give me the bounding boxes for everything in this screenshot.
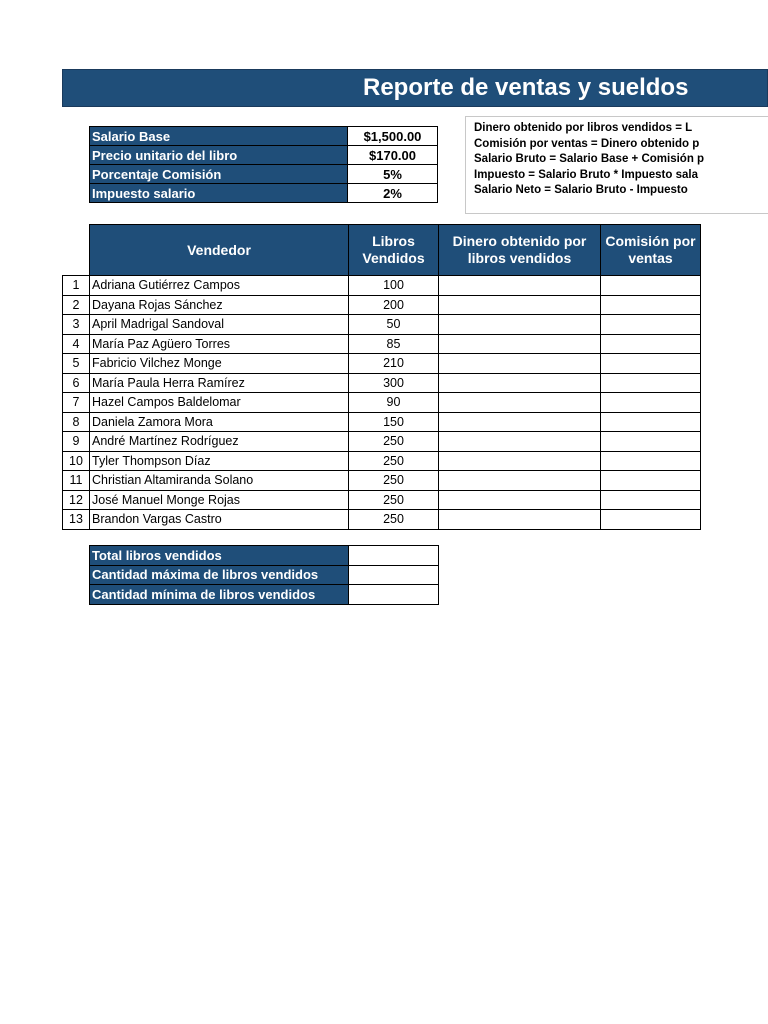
comision-cell[interactable] [601, 276, 701, 296]
vendedor-cell[interactable]: María Paz Agüero Torres [90, 334, 349, 354]
parameters-table [89, 126, 438, 203]
libros-vendidos-cell[interactable]: 100 [349, 276, 439, 296]
comision-cell[interactable] [601, 432, 701, 452]
table-row [63, 432, 701, 452]
vendedor-cell[interactable]: April Madrigal Sandoval [90, 315, 349, 335]
vendedor-cell[interactable]: Daniela Zamora Mora [90, 412, 349, 432]
parameter-row [90, 146, 438, 165]
parameter-value-cell[interactable]: 2% [348, 184, 438, 203]
vendedor-cell[interactable]: Brandon Vargas Castro [90, 510, 349, 530]
row-number-cell[interactable]: 6 [63, 373, 90, 393]
parameter-row [90, 184, 438, 203]
table-row [63, 295, 701, 315]
dinero-obtenido-cell[interactable] [439, 412, 601, 432]
table-row [63, 373, 701, 393]
libros-vendidos-cell[interactable]: 50 [349, 315, 439, 335]
formula-note-line: Comisión por ventas = Dinero obtenido p [474, 137, 700, 150]
dinero-obtenido-cell[interactable] [439, 354, 601, 374]
totals-row [90, 565, 439, 585]
table-row [63, 334, 701, 354]
table-row [63, 490, 701, 510]
vendedor-cell[interactable]: Dayana Rojas Sánchez [90, 295, 349, 315]
libros-vendidos-cell[interactable]: 250 [349, 471, 439, 491]
formula-note-line: Impuesto = Salario Bruto * Impuesto sala [474, 168, 698, 181]
formula-note-line: Salario Neto = Salario Bruto - Impuesto [474, 184, 688, 196]
libros-vendidos-cell[interactable]: 250 [349, 490, 439, 510]
sales-table [62, 224, 701, 530]
totals-value-cell[interactable] [349, 565, 439, 585]
formula-note-line: Dinero obtenido por libros vendidos = L [474, 122, 693, 134]
parameter-row [90, 165, 438, 184]
dinero-obtenido-cell[interactable] [439, 276, 601, 296]
dinero-obtenido-cell[interactable] [439, 451, 601, 471]
comision-cell[interactable] [601, 295, 701, 315]
row-number-cell[interactable]: 11 [63, 471, 90, 491]
row-number-cell[interactable]: 9 [63, 432, 90, 452]
totals-row [90, 546, 439, 566]
libros-vendidos-header[interactable]: Libros Vendidos [349, 225, 439, 276]
report-title: Reporte de ventas y sueldos [363, 74, 689, 101]
comision-cell[interactable] [601, 490, 701, 510]
libros-vendidos-cell[interactable]: 300 [349, 373, 439, 393]
dinero-obtenido-cell[interactable] [439, 295, 601, 315]
vendedor-cell[interactable]: María Paula Herra Ramírez [90, 373, 349, 393]
table-row [63, 393, 701, 413]
vendedor-cell[interactable]: Adriana Gutiérrez Campos [90, 276, 349, 296]
vendedor-cell[interactable]: José Manuel Monge Rojas [90, 490, 349, 510]
totals-row [90, 585, 439, 605]
parameter-value-cell[interactable]: $170.00 [348, 146, 438, 165]
table-row [63, 315, 701, 335]
parameter-label[interactable]: Porcentaje Comisión [90, 165, 348, 184]
dinero-obtenido-cell[interactable] [439, 490, 601, 510]
formula-note-line: Salario Bruto = Salario Base + Comisión p [474, 153, 705, 165]
parameter-label[interactable]: Precio unitario del libro [90, 146, 348, 165]
comision-cell[interactable] [601, 451, 701, 471]
dinero-obtenido-cell[interactable] [439, 510, 601, 530]
comision-header[interactable]: Comisión por ventas [601, 225, 701, 276]
table-row [63, 354, 701, 374]
vendedor-header[interactable]: Vendedor [90, 225, 349, 276]
dinero-obtenido-cell[interactable] [439, 373, 601, 393]
comision-cell[interactable] [601, 334, 701, 354]
libros-vendidos-cell[interactable]: 90 [349, 393, 439, 413]
vendedor-cell[interactable]: Hazel Campos Baldelomar [90, 393, 349, 413]
libros-vendidos-cell[interactable]: 150 [349, 412, 439, 432]
table-row [63, 276, 701, 296]
parameter-value-cell[interactable]: $1,500.00 [348, 127, 438, 146]
totals-label[interactable]: Total libros vendidos [90, 546, 349, 566]
row-number-cell[interactable]: 5 [63, 354, 90, 374]
totals-label[interactable]: Cantidad mínima de libros vendidos [90, 585, 349, 605]
dinero-obtenido-cell[interactable] [439, 432, 601, 452]
comision-cell[interactable] [601, 510, 701, 530]
libros-vendidos-cell[interactable]: 200 [349, 295, 439, 315]
libros-vendidos-cell[interactable]: 250 [349, 510, 439, 530]
comision-cell[interactable] [601, 354, 701, 374]
index-header-blank [63, 225, 90, 276]
comision-cell[interactable] [601, 315, 701, 335]
totals-value-cell[interactable] [349, 546, 439, 566]
comision-cell[interactable] [601, 471, 701, 491]
dinero-obtenido-cell[interactable] [439, 393, 601, 413]
totals-table [89, 545, 439, 605]
vendedor-cell[interactable]: Tyler Thompson Díaz [90, 451, 349, 471]
row-number-cell[interactable]: 2 [63, 295, 90, 315]
row-number-cell[interactable]: 8 [63, 412, 90, 432]
dinero-obtenido-cell[interactable] [439, 334, 601, 354]
totals-value-cell[interactable] [349, 585, 439, 605]
vendedor-cell[interactable]: André Martínez Rodríguez [90, 432, 349, 452]
row-number-cell[interactable]: 12 [63, 490, 90, 510]
row-number-cell[interactable]: 10 [63, 451, 90, 471]
formula-notes-box [465, 116, 768, 214]
parameter-value-cell[interactable]: 5% [348, 165, 438, 184]
totals-label[interactable]: Cantidad máxima de libros vendidos [90, 565, 349, 585]
vendedor-cell[interactable]: Fabricio Vilchez Monge [90, 354, 349, 374]
table-row [63, 510, 701, 530]
parameter-label[interactable]: Impuesto salario [90, 184, 348, 203]
dinero-obtenido-header[interactable]: Dinero obtenido por libros vendidos [439, 225, 601, 276]
table-row [63, 451, 701, 471]
row-number-cell[interactable]: 13 [63, 510, 90, 530]
table-row [63, 412, 701, 432]
dinero-obtenido-cell[interactable] [439, 471, 601, 491]
table-row [63, 471, 701, 491]
dinero-obtenido-cell[interactable] [439, 315, 601, 335]
row-number-cell[interactable]: 1 [63, 276, 90, 296]
libros-vendidos-cell[interactable]: 250 [349, 432, 439, 452]
comision-cell[interactable] [601, 373, 701, 393]
row-number-cell[interactable]: 3 [63, 315, 90, 335]
title-banner [62, 69, 768, 107]
vendedor-cell[interactable]: Christian Altamiranda Solano [90, 471, 349, 491]
comision-cell[interactable] [601, 412, 701, 432]
row-number-cell[interactable]: 7 [63, 393, 90, 413]
parameter-row [90, 127, 438, 146]
row-number-cell[interactable]: 4 [63, 334, 90, 354]
comision-cell[interactable] [601, 393, 701, 413]
libros-vendidos-cell[interactable]: 210 [349, 354, 439, 374]
libros-vendidos-cell[interactable]: 250 [349, 451, 439, 471]
libros-vendidos-cell[interactable]: 85 [349, 334, 439, 354]
parameter-label[interactable]: Salario Base [90, 127, 348, 146]
